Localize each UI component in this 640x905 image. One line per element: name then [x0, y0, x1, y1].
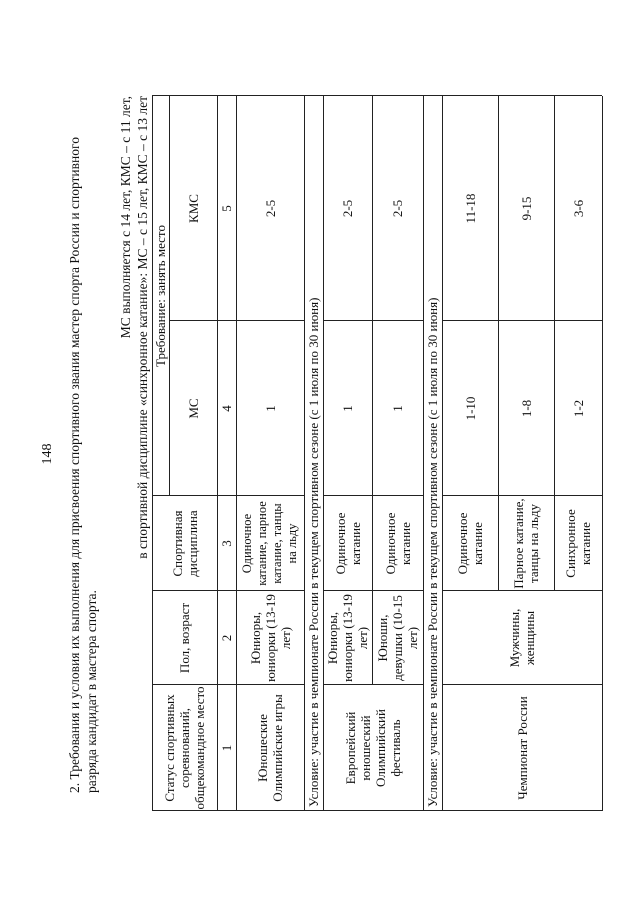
gender-age-cell: Юниоры, юниорки (13-19 лет)	[247, 594, 293, 682]
column-number: 3	[219, 540, 234, 547]
age-note-line-2: в спортивной дисциплине «синхронное катание»: МС – с 15 лет, КМС – с 13 лет	[135, 96, 150, 559]
requirements-table	[152, 96, 602, 811]
gender-age-cell: Мужчины, женщины	[507, 608, 537, 668]
page-number: 148	[40, 443, 55, 465]
column-number: 2	[219, 634, 234, 642]
gender-age-cell: Юноши, девушки (10-15 лет)	[375, 595, 420, 681]
status-cell: Юношеские Олимпийские игры	[255, 694, 285, 802]
gender-age-cell: Юниоры, юниорки (13-19 лет)	[325, 594, 370, 682]
discipline-cell: Одиночное катание	[332, 512, 363, 575]
kms-place-cell: 9-15	[518, 196, 534, 221]
condition-row: Условие: участие в чемпионате России в текущем спортивном сезоне (с 1 июля по 30 июня)	[306, 297, 321, 807]
discipline-cell: Синхронное катание	[563, 509, 593, 578]
column-number: 1	[219, 744, 234, 752]
header-status: Статус спортивных соревнований, общекомандное место	[162, 686, 207, 810]
section-heading: 2. Требования и условия их выполнения для присвоения спортивного звания мастер спорта России и спортивного разряда кандидат в мастера спорта.	[67, 137, 99, 793]
ms-place-cell: 1	[262, 405, 278, 412]
condition-row: Условие: участие в чемпионате России в текущем спортивном сезоне (с 1 июля по 30 июня)	[425, 297, 440, 807]
ms-place-cell: 1-2	[570, 399, 586, 418]
discipline-cell: Одиночное катание, парное катание, танцы на льду	[240, 501, 299, 586]
column-number: 4	[219, 405, 234, 412]
kms-place-cell: 2-5	[390, 199, 405, 218]
kms-place-cell: 3-6	[570, 199, 586, 218]
header-gender-age: Пол, возраст	[177, 602, 192, 674]
header-kms: КМС	[185, 194, 201, 223]
header-requirement: Требование: занять место	[153, 225, 168, 367]
kms-place-cell: 2-5	[262, 199, 278, 218]
header-ms: МС	[185, 398, 201, 419]
column-number: 5	[219, 205, 234, 212]
discipline-cell: Парное катание, танцы на льду	[511, 498, 541, 589]
status-cell: Европейский юношеский Олимпийский фестиваль	[343, 709, 403, 787]
ms-place-cell: 1-8	[518, 399, 534, 418]
discipline-cell: Одиночное катание	[455, 512, 485, 575]
ms-place-cell: 1	[340, 405, 355, 412]
ms-place-cell: 1-10	[462, 396, 478, 421]
kms-place-cell: 2-5	[340, 199, 355, 218]
age-note-line-1: МС выполняется с 14 лет, КМС – с 11 лет,	[118, 96, 133, 339]
status-cell: Чемпионат России	[514, 696, 530, 800]
kms-place-cell: 11-18	[462, 193, 478, 224]
header-discipline: Спортивная дисциплина	[169, 510, 200, 577]
ms-place-cell: 1	[390, 405, 405, 412]
discipline-cell: Одиночное катание	[382, 512, 413, 575]
